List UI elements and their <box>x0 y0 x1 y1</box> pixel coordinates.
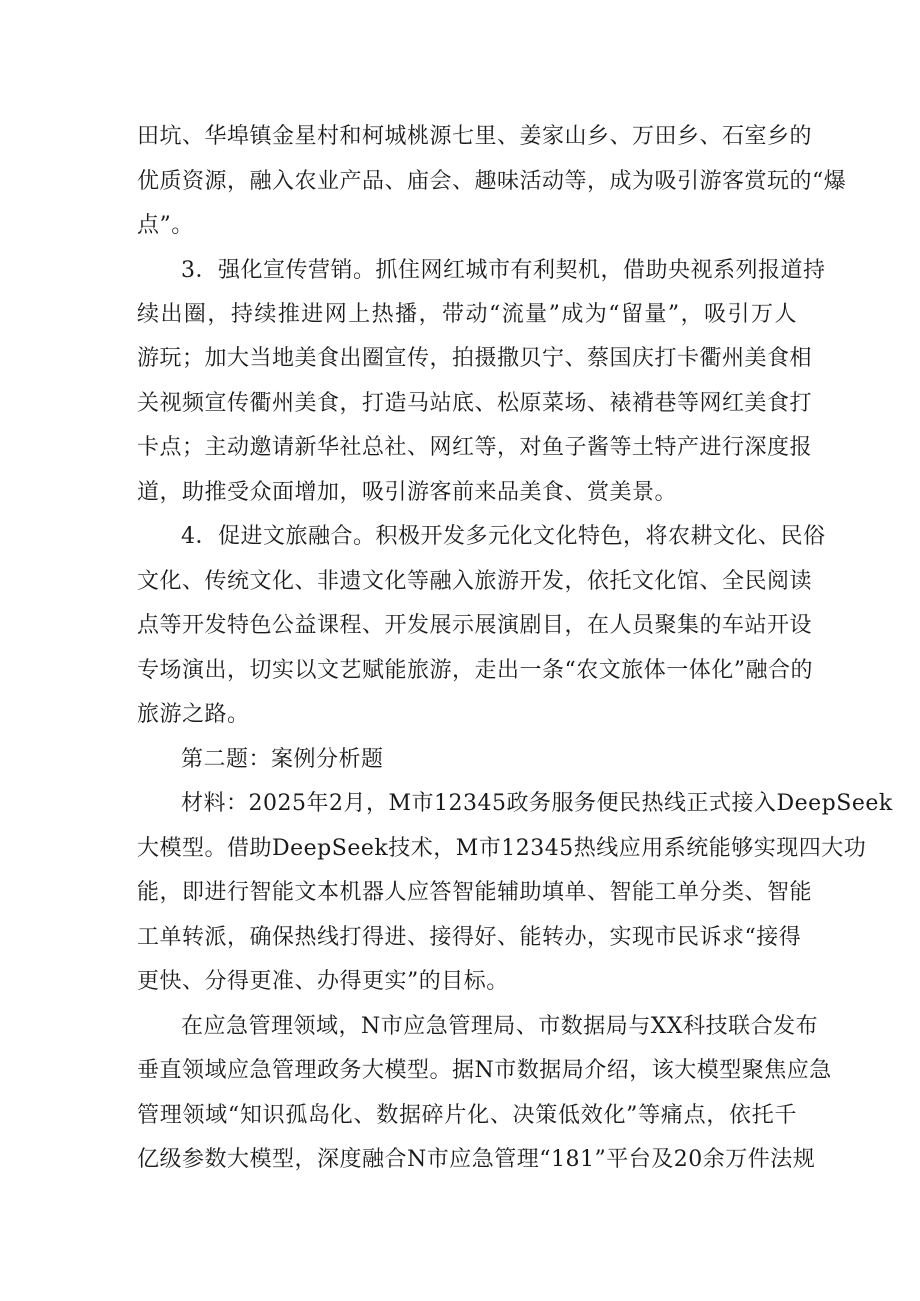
paragraph-line: 优质资源，融入农业产品、庙会、趣味活动等，成为吸引游客赏玩的“爆 <box>137 169 847 194</box>
paragraph-line: 点等开发特色公益课程、开发展示展演剧目，在人员聚集的车站开设 <box>137 613 813 638</box>
paragraph-line: 大模型。借助DeepSeek技术，M市12345热线应用系统能够实现四大功 <box>137 836 867 861</box>
paragraph-line: 垂直领域应急管理政务大模型。据N市数据局介绍，该大模型聚焦应急 <box>137 1058 832 1083</box>
paragraph-line: 亿级参数大模型，深度融合N市应急管理“181”平台及20余万件法规 <box>137 1147 816 1172</box>
paragraph-line: 旅游之路。 <box>137 702 250 727</box>
paragraph-line: 游玩；加大当地美食出圈宣传，拍摄撒贝宁、蔡国庆打卡衢州美食相 <box>137 346 813 371</box>
paragraph-line: 文化、传统文化、非遗文化等融入旅游开发，依托文化馆、全民阅读 <box>137 569 813 594</box>
paragraph-line: 3．强化宣传营销。抓住网红城市有利契机，借助央视系列报道持 <box>181 258 826 283</box>
paragraph-line: 工单转派，确保热线打得进、接得好、能转办，实现市民诉求“接得 <box>137 925 802 950</box>
paragraph-line: 管理领域“知识孤岛化、数据碎片化、决策低效化”等痛点，依托千 <box>137 1103 797 1128</box>
paragraph-line: 更快、分得更准、办得更实”的目标。 <box>137 969 509 994</box>
paragraph-line: 道，助推受众面增加，吸引游客前来品美食、赏美景。 <box>137 480 678 505</box>
paragraph-line: 田坑、华埠镇金星村和柯城桃源七里、姜家山乡、万田乡、石室乡的 <box>137 124 813 149</box>
paragraph-line: 专场演出，切实以文艺赋能旅游，走出一条“农文旅体一体化”融合的 <box>137 658 813 683</box>
paragraph-line: 在应急管理领域，N市应急管理局、市数据局与XX科技联合发布 <box>181 1014 819 1039</box>
paragraph-line: 续出圈，持续推进网上热播，带动“流量”成为“留量”，吸引万人 <box>137 302 797 327</box>
paragraph-line: 点”。 <box>137 213 194 238</box>
paragraph-line: 卡点；主动邀请新华社总社、网红等，对鱼子酱等土特产进行深度报 <box>137 435 813 460</box>
paragraph-line: 4．促进文旅融合。积极开发多元化文化特色，将农耕文化、民俗 <box>181 524 826 549</box>
paragraph-line: 关视频宣传衢州美食，打造马站底、松原菜场、裱褙巷等网红美食打 <box>137 391 813 416</box>
paragraph-line: 能，即进行智能文本机器人应答智能辅助填单、智能工单分类、智能 <box>137 880 813 905</box>
section-heading: 第二题：案例分析题 <box>181 747 384 772</box>
paragraph-line: 材料：2025年2月，M市12345政务服务便民热线正式接入DeepSeek <box>181 791 893 816</box>
